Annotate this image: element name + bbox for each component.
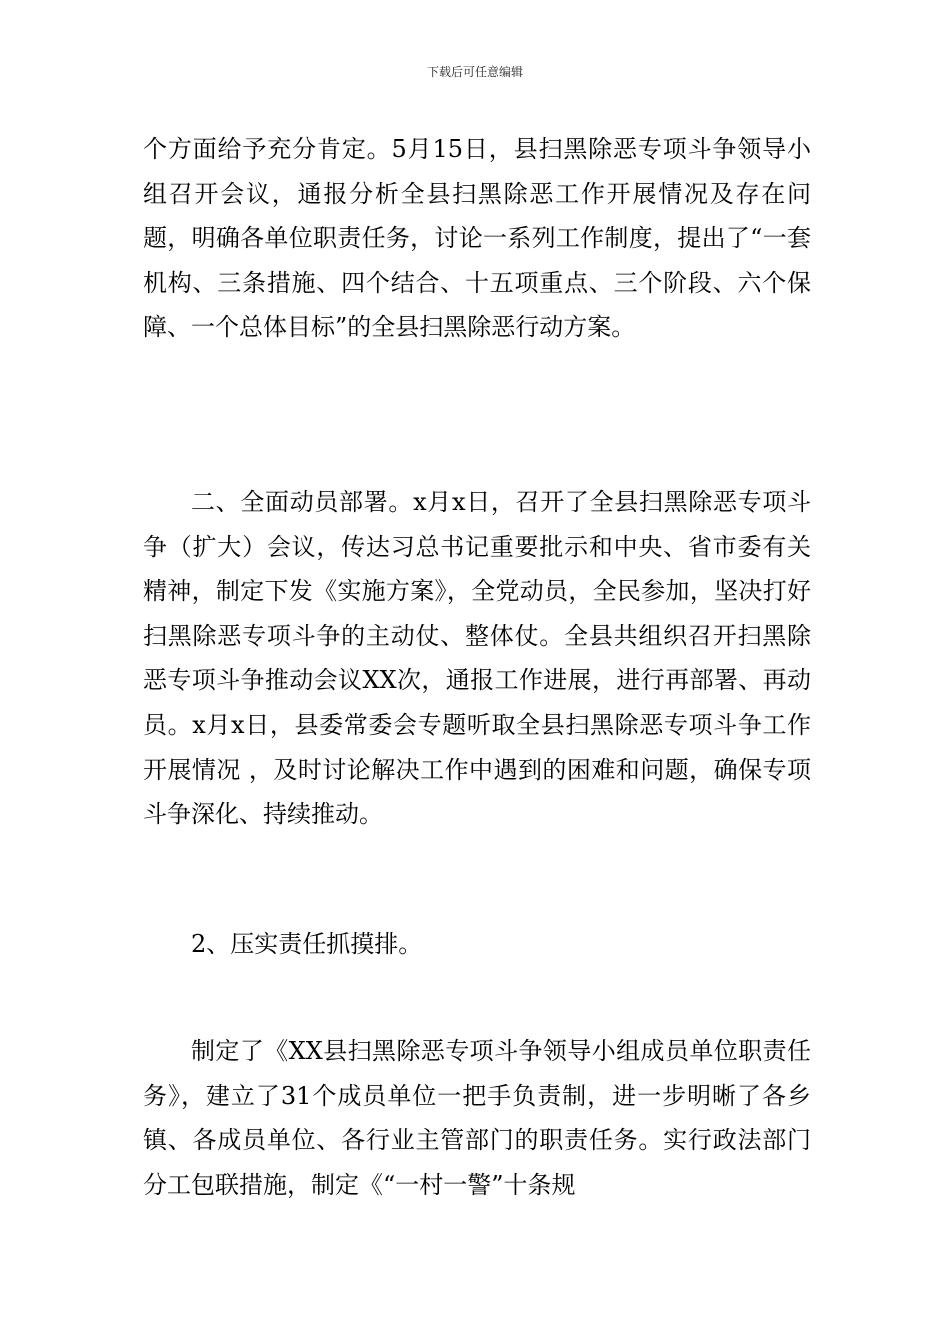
paragraph-4-block [143, 1029, 811, 1207]
paragraph-1-block [143, 127, 811, 350]
paragraph-2: 二、全面动员部署。x月x日，召开了全县扫黑除恶专项斗争（扩大）会议，传达习总书记重要批示和中央、省市委有关精神，制定下发《实施方案》，全党动员，全民参加，坚决打好扫黑除恶专项斗争的主动仗、整体仗。全县共组织召开扫黑除恶专项斗争推动会议XX次，通报工作进展，进行再部署、再动员。x月x日，县委常委会专题听取全县扫黑除恶专项斗争工作开展情况 ，及时讨论解决工作中遇到的困难和问题，确保专项斗争深化、持续推动。 [143, 488, 811, 829]
paragraph-3: 2、压实责任抓摸排。 [191, 930, 423, 958]
paragraph-4: 制定了《XX县扫黑除恶专项斗争领导小组成员单位职责任务》，建立了31个成员单位一把手负责制，进一步明晰了各乡镇、各成员单位、各行业主管部门的职责任务。实行政法部门分工包联措施，制定《“一村一警”十条规 [143, 1037, 811, 1199]
paragraph-1: 个方面给予充分肯定。5月15日，县扫黑除恶专项斗争领导小组召开会议，通报分析全县扫黑除恶工作开展情况及存在问题，明确各单位职责任务，讨论一系列工作制度，提出了“一套机构、三条措施、四个结合、十五项重点、三个阶段、六个保障、一个总体目标”的全县扫黑除恶行动方案。 [143, 135, 811, 342]
paragraph-3-block [143, 922, 811, 967]
page-header: 下载后可任意编辑 [426, 65, 523, 79]
paragraph-2-block [143, 480, 811, 837]
